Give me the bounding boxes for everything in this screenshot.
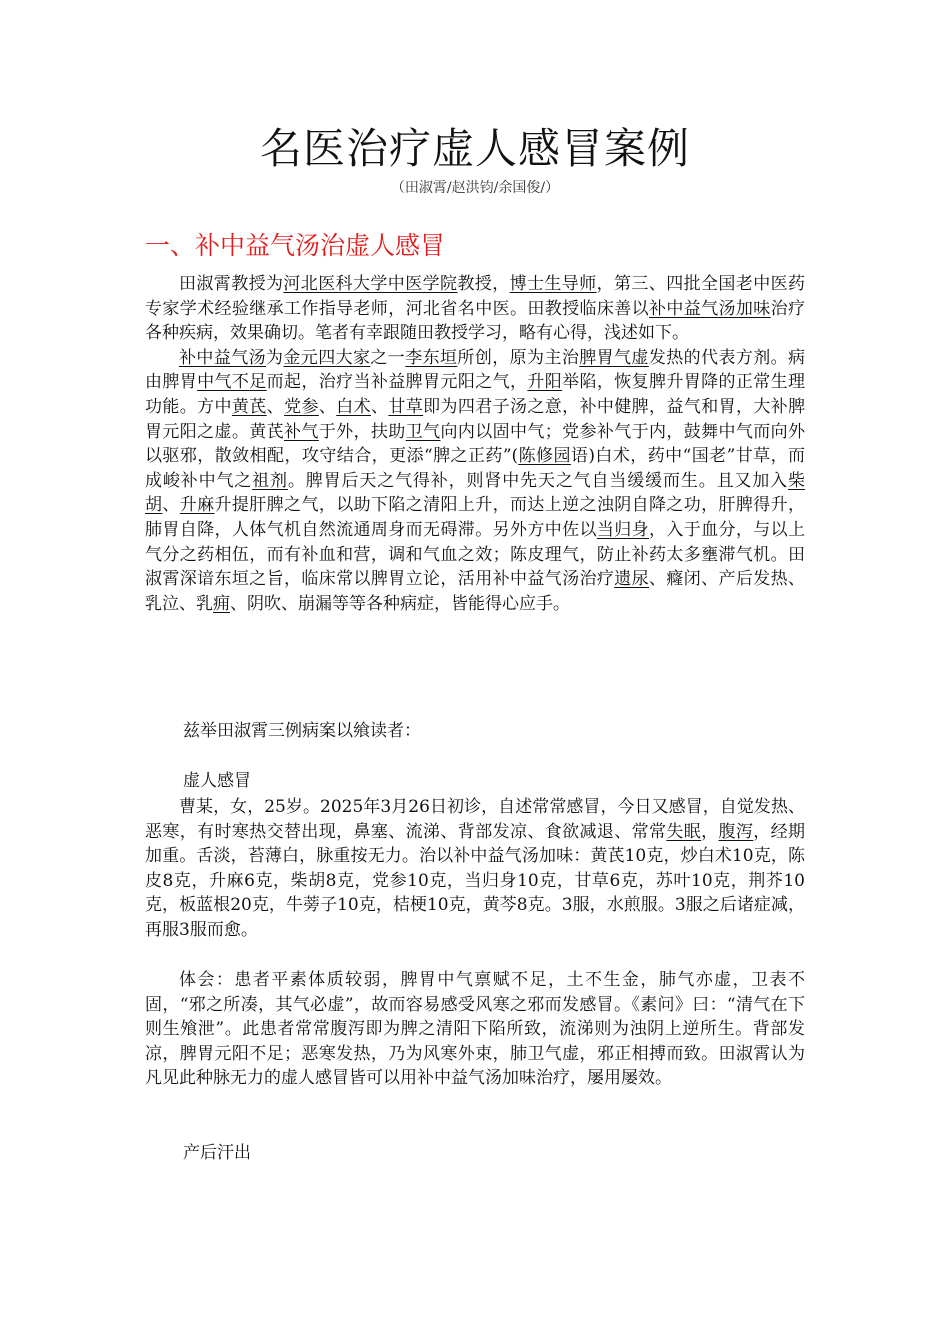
underlined-term: 卫气 <box>405 421 441 442</box>
underlined-term: 腹泻 <box>718 821 754 842</box>
underlined-term: 痈 <box>213 593 230 614</box>
document-authors: （田淑霄/赵洪钧/余国俊/） <box>390 180 560 196</box>
text-run: 、 <box>318 396 337 417</box>
underlined-term: 补中益气汤加味 <box>648 298 771 319</box>
text-run: 升提肝脾之气，以助下陷之清阳上升，而达上逆之浊阴自降之功，肝脾得升，肺胃自降，人体气机自然流通周身而无碍滞。另外方中佐以 <box>145 495 806 540</box>
document-title: 名医治疗虚人感冒案例 <box>259 124 690 173</box>
case2-title: 产后汗出 <box>183 1143 251 1163</box>
text-run: 。脾胃后天之气得补，则肾中先天之气自当缓缓而生。且又加入 <box>287 470 789 491</box>
underlined-term: 甘草 <box>388 396 424 417</box>
text-run: 、 <box>162 495 180 516</box>
underlined-term: 黄芪 <box>231 396 267 417</box>
text-run: 于外，扶助 <box>318 421 406 442</box>
underlined-term: 金元四大家 <box>283 347 371 368</box>
text-run: 、阴吹、崩漏等等各种病症，皆能得心应手。 <box>230 593 570 614</box>
underlined-term: 党参 <box>284 396 319 417</box>
underlined-term: 补中益气汤 <box>179 347 266 368</box>
underlined-term: 柴胡 <box>145 470 806 516</box>
text-run: 之一 <box>370 347 406 368</box>
underlined-term: 脾胃气虚 <box>579 347 649 368</box>
underlined-term: 升阳 <box>527 372 563 393</box>
text-run: 、 <box>266 396 285 417</box>
underlined-term: 补气 <box>284 421 319 442</box>
text-run: 教授， <box>457 274 510 294</box>
text-run: ， <box>701 821 719 842</box>
underlined-term: 祖剂 <box>252 470 288 491</box>
text-run: ，第三、四批全国老中医药专家学术经验继承工作指导老师，河北省名中医。田教授临床善以 <box>145 274 806 319</box>
underlined-term: 白术 <box>336 396 371 417</box>
underlined-term: 升麻 <box>179 495 215 516</box>
text-run: 向内以固中气；党参补气于内，鼓舞中气而向外以驱邪，散敛相配，攻守结合，更添“脾之正药”( <box>145 421 806 467</box>
text-run: 所创，原为主治 <box>457 347 580 368</box>
underlined-term: 中气不足 <box>197 372 267 393</box>
intro-section <box>145 272 805 616</box>
underlined-term: 博士生导师 <box>509 274 597 294</box>
text-run: 曹某，女，25岁。2025年3月26日初诊，自述常常感冒，今日又感冒，自觉发热、恶寒，有时寒热交替出现，鼻塞、流涕、背部发凉、食欲减退、常常 <box>145 797 805 842</box>
case-body <box>145 795 805 943</box>
case-note-section <box>145 968 805 1091</box>
text-run: 田淑霄教授为 <box>179 274 284 294</box>
text-run: 、 <box>370 396 389 417</box>
text-run: 而起，治疗当补益脾胃元阳之气， <box>266 372 528 393</box>
text-run: 即为四君子汤之意，补中健脾，益气和胃，大补脾胃元阳之虚。黄芪 <box>145 396 806 442</box>
paragraph-intro <box>145 272 805 346</box>
case-note: 体会：患者平素体质较弱，脾胃中气禀赋不足，土不生金，肺气亦虚，卫表不固，“邪之所凑，其气必虚”，故而容易感受风寒之邪而发感冒。《素问》曰：“清气在下则生飧泄”。此患者常常腹泻即为脾之清阳下陷所致，流涕则为浊阴上逆所生。背部发凉，脾胃元阳不足；恶寒发热，乃为风寒外束，肺卫气虚，邪正相搏而致。田淑霄认为凡见此种脉无力的虚人感冒皆可以用补中益气汤加味治疗，屡用屡效。 <box>145 970 805 1089</box>
text-run: 语)白术，药中“国老”甘草，而成峻补中气之 <box>145 446 806 491</box>
underlined-term: 当归身 <box>596 519 649 540</box>
underlined-term: 李东垣 <box>405 347 458 368</box>
text-run: 发热的代表方剂。病由脾胃 <box>145 347 806 393</box>
intro-line: 兹举田淑霄三例病案以飨读者： <box>183 721 421 741</box>
underlined-term: 失眠 <box>666 821 702 842</box>
case-title: 虚人感冒 <box>183 771 251 791</box>
underlined-term: 遗尿 <box>614 569 649 590</box>
text-run: 治疗各种疾病，效果确切。笔者有幸跟随田教授学习，略有心得，浅述如下。 <box>145 298 806 344</box>
text-run: ，入于血分，与以上气分之药相伍，而有补血和营，调和气血之效；陈皮理气，防止补药太多壅滞气机。田淑霄深谙东垣之旨，临床常以脾胃立论，活用补中益气汤治疗 <box>145 519 806 590</box>
paragraph-formula <box>145 346 805 617</box>
text-run: 、癃闭、产后发热、乳泣、乳 <box>145 569 806 614</box>
case-body-section <box>145 795 805 943</box>
text-run: ，经期加重。舌淡，苔薄白，脉重按无力。治以补中益气汤加味：黄芪10克，炒白术10克，陈皮8克，升麻6克，柴胡8克，党参10克，当归身10克，甘草6克，苏叶10克，荆芥10克，板蓝根20克，牛蒡子10克，桔梗10克，黄芩8克。3服，水煎服。3服之后诸症减，再服3服而愈。 <box>145 821 806 940</box>
underlined-term: 河北医科大学中医学院 <box>283 274 458 294</box>
section-heading: 一、补中益气汤治虚人感冒 <box>145 231 446 260</box>
text-run: 举陷，恢复脾升胃降的正常生理功能。方中 <box>145 372 806 417</box>
underlined-term: 陈修园 <box>518 446 571 467</box>
text-run: 为 <box>266 347 284 368</box>
